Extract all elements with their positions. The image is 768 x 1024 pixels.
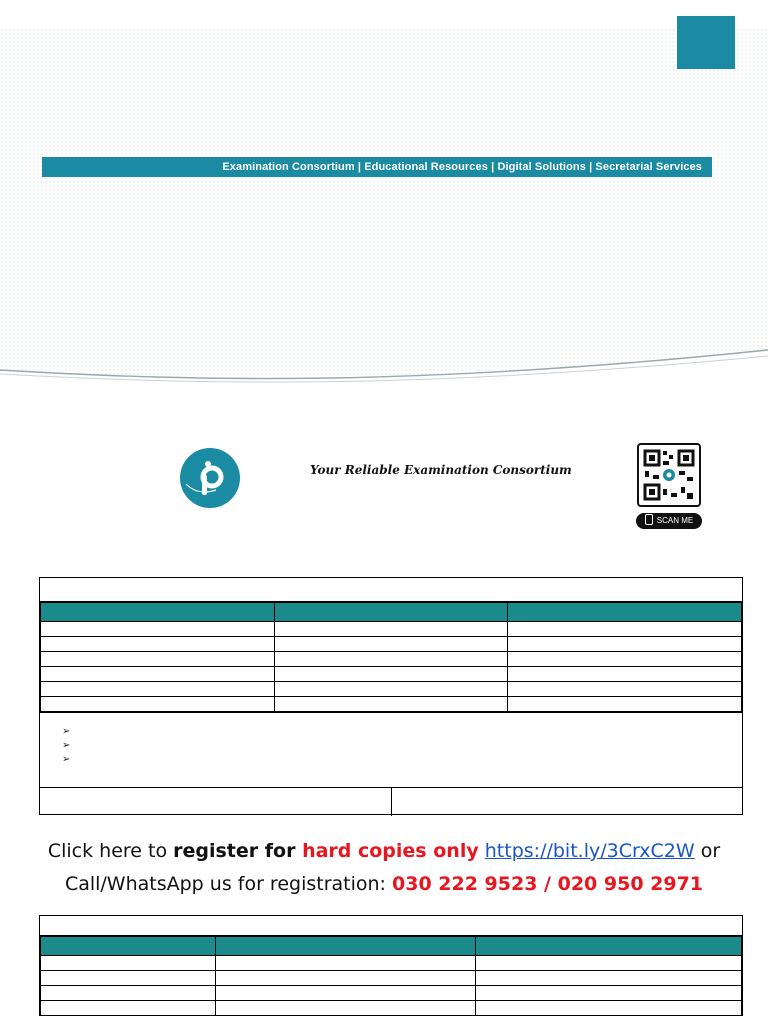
register-link[interactable]: https://bit.ly/3CrxC2W bbox=[484, 840, 695, 862]
table-row bbox=[41, 652, 742, 667]
schedule-table-2 bbox=[39, 915, 743, 1016]
scan-me-label: SCAN ME bbox=[656, 516, 694, 525]
footer-cell-left bbox=[40, 788, 391, 816]
table-title-row bbox=[40, 578, 742, 602]
table-header-cell bbox=[475, 937, 741, 956]
table-title-row bbox=[40, 916, 742, 936]
table-row bbox=[41, 971, 742, 986]
contact-line: Call/WhatsApp us for registration: 030 222 9523 / 020 950 2971 bbox=[64, 873, 704, 895]
brand-tagline: Your Reliable Examination Consortium bbox=[310, 463, 572, 477]
phone-icon bbox=[645, 514, 653, 525]
scan-me-badge bbox=[636, 513, 702, 529]
table-grid bbox=[40, 936, 742, 1016]
p-logo-icon bbox=[180, 448, 240, 508]
list-item bbox=[76, 727, 742, 741]
services-bar bbox=[42, 157, 712, 177]
table-row bbox=[41, 956, 742, 971]
table-header-cell bbox=[41, 603, 275, 622]
table-header-cell bbox=[41, 937, 216, 956]
corner-accent-block bbox=[677, 16, 735, 69]
table-header-cell bbox=[274, 603, 508, 622]
table-row bbox=[41, 1001, 742, 1016]
qr-code-icon[interactable] bbox=[637, 443, 701, 507]
table-row bbox=[41, 622, 742, 637]
table-row bbox=[41, 667, 742, 682]
footer-cell-right bbox=[391, 788, 743, 816]
services-text: Examination Consortium | Educational Resources | Digital Solutions | Secretarial Services bbox=[222, 161, 702, 173]
hard-copies-text: hard copies only bbox=[302, 840, 479, 862]
list-item bbox=[76, 741, 742, 755]
table-header-cell bbox=[216, 937, 475, 956]
table-grid bbox=[40, 602, 742, 712]
footer-split-row bbox=[40, 787, 742, 816]
table-row bbox=[41, 637, 742, 652]
schedule-table-1 bbox=[39, 577, 743, 815]
register-line: Click here to register for hard copies only https://bit.ly/3CrxC2W or bbox=[47, 840, 721, 862]
phone-numbers: 030 222 9523 / 020 950 2971 bbox=[392, 873, 704, 895]
header-wave-divider bbox=[0, 330, 768, 400]
table-row bbox=[41, 986, 742, 1001]
list-item bbox=[76, 755, 742, 769]
notes-section bbox=[40, 712, 742, 787]
table-row bbox=[41, 682, 742, 697]
table-row bbox=[41, 697, 742, 712]
table-header-cell bbox=[508, 603, 742, 622]
